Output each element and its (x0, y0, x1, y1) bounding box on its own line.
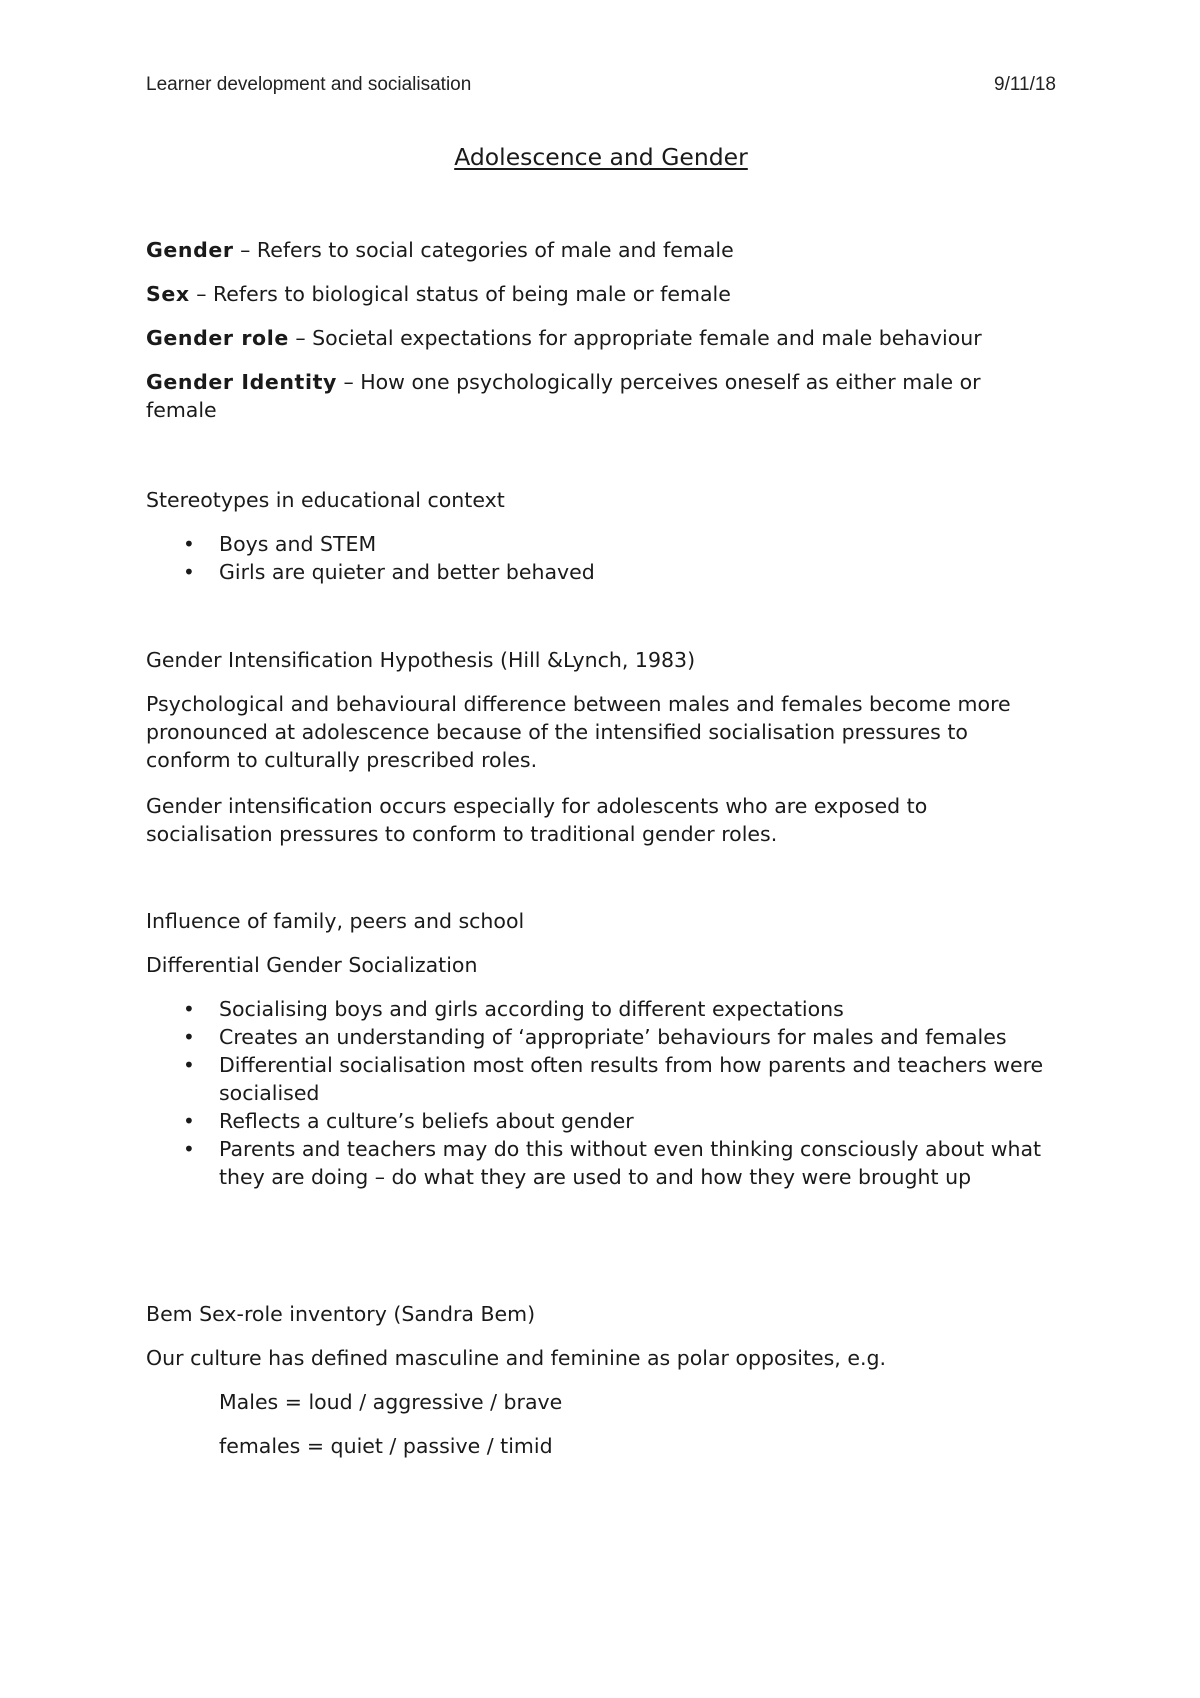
bullet-icon: • (183, 1109, 195, 1133)
intensification-paragraph-1: Psychological and behavioural difference between males and females become more pronounced at adolescence because of the intensified socialisation pressures to conform to culturally prescribed roles. (146, 692, 1011, 772)
list-item: • Girls are quieter and better behaved (183, 560, 595, 584)
definition-sex (146, 280, 1056, 308)
document-date: 9/11/18 (994, 74, 1056, 95)
definition-text: – Refers to social categories of male and female (233, 238, 734, 262)
list-item: • Creates an understanding of ‘appropriate’ behaviours for males and females (183, 1025, 1007, 1049)
bullet-icon: • (183, 997, 195, 1021)
intensification-paragraph-2: Gender intensification occurs especially for adolescents who are exposed to socialisation pressures to conform to traditional gender roles. (146, 794, 928, 846)
definition-term: Sex (146, 282, 190, 306)
definition-gender-identity (146, 368, 1046, 424)
bullet-icon: • (183, 1025, 195, 1049)
document-title: Adolescence and Gender (454, 143, 748, 171)
influence-heading: Influence of family, peers and school (146, 909, 525, 933)
bullet-icon: • (183, 560, 195, 584)
definition-gender (146, 236, 1056, 264)
intensification-heading: Gender Intensification Hypothesis (Hill &Lynch, 1983) (146, 648, 696, 672)
stereotypes-heading: Stereotypes in educational context (146, 488, 505, 512)
bullet-icon: • (183, 1137, 195, 1161)
document-page (146, 0, 1056, 1698)
bullet-icon: • (183, 532, 195, 556)
definition-gender-role (146, 324, 1056, 352)
definition-term: Gender (146, 238, 234, 262)
course-name: Learner development and socialisation (146, 74, 472, 95)
influence-list (146, 995, 1051, 1191)
list-item: • Reflects a culture’s beliefs about gender (183, 1109, 634, 1133)
definition-term: Gender role (146, 326, 289, 350)
list-item: • Parents and teachers may do this without even thinking consciously about what they are doing – do what they are used to and how they were brought up (183, 1137, 1042, 1189)
list-item: • Boys and STEM (183, 532, 377, 556)
stereotypes-list (146, 530, 1056, 586)
list-item: • Socialising boys and girls according to different expectations (183, 997, 844, 1021)
definition-text: – How one psychologically perceives oneself as either male or female (146, 370, 981, 422)
bem-paragraph: Our culture has defined masculine and feminine as polar opposites, e.g. (146, 1346, 886, 1370)
definition-text: – Societal expectations for appropriate female and male behaviour (288, 326, 982, 350)
bem-heading: Bem Sex-role inventory (Sandra Bem) (146, 1302, 536, 1326)
definition-text: – Refers to biological status of being male or female (189, 282, 731, 306)
bem-females-line: females = quiet / passive / timid (219, 1434, 553, 1458)
list-item: • Differential socialisation most often results from how parents and teachers were socialised (183, 1053, 1044, 1105)
bullet-icon: • (183, 1053, 195, 1077)
influence-subheading: Differential Gender Socialization (146, 953, 478, 977)
definition-term: Gender Identity (146, 370, 337, 394)
bem-males-line: Males = loud / aggressive / brave (219, 1390, 563, 1414)
